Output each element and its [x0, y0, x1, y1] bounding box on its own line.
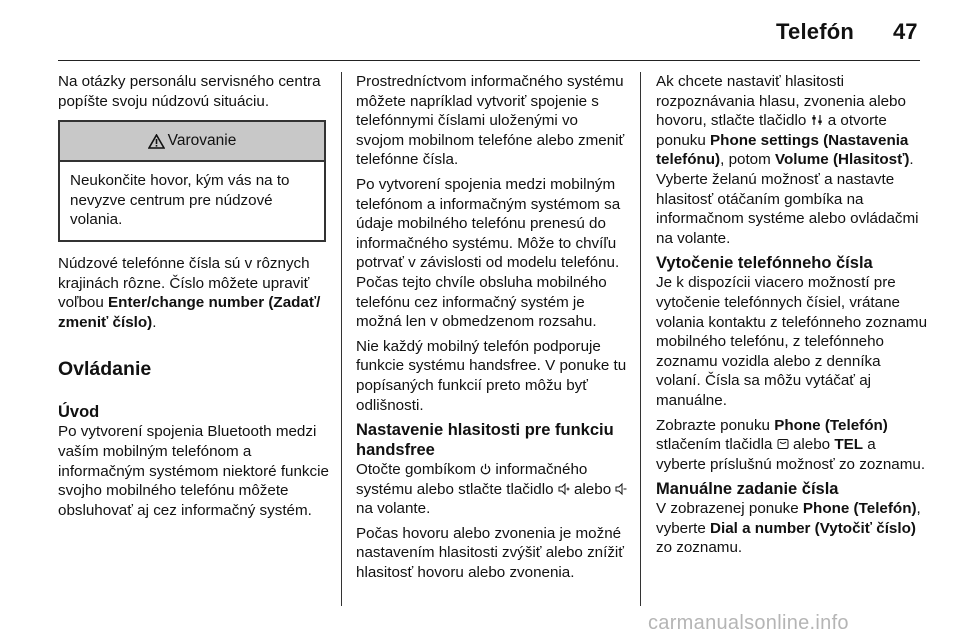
paragraph-text: Zobrazte ponuku: [656, 416, 775, 434]
tel-button-label: TEL: [834, 436, 864, 454]
paragraph-connection: Po vytvorení spojenia medzi mobilným telefónom a informačným systémom sa údaje mobilného telefónu prenesú do informačného systému. Môže to chvíľu potrvať v závislosti od modelu telefónu. Počas tejto chvíle obsluha mobilného telefónu cez informačný systém je možná len v obmedzenom rozsahu.: [356, 175, 621, 331]
volume-down-icon: [615, 483, 627, 495]
paragraph-text: stlačením tlačidla: [656, 436, 777, 454]
paragraph-text: , potom: [720, 151, 775, 169]
header-divider: [58, 60, 920, 61]
warning-box: [58, 120, 326, 242]
menu-option-phone: Phone (Telefón): [774, 416, 888, 434]
volume-up-icon: [558, 483, 570, 495]
warning-body: Neukončite hovor, kým vás na to nevyzve centrum pre núdzové volania.: [70, 172, 290, 229]
subheading-manual-dial: Manuálne zadanie čísla: [656, 480, 839, 499]
config-icon: [811, 114, 824, 126]
warning-triangle-icon: [148, 134, 165, 149]
intro-paragraph: Na otázky personálu servisného centra popíšte svoju núdzovú situáciu.: [58, 73, 321, 110]
paragraph-text: a otvorte ponuku: [656, 112, 887, 149]
uvod-paragraph: Po vytvorení spojenia Bluetooth medzi vaším mobilným telefónom a informačným systémom niektoré funkcie svojho mobilného telefónu môžete obsluhovať aj cez informačný systém.: [58, 423, 329, 519]
menu-option-enter-change-number: Enter/change number (Zadať/ zmeniť číslo): [58, 294, 321, 331]
menu-option-volume: Volume (Hlasitosť): [775, 151, 910, 169]
paragraph-text: , vyberte: [656, 500, 921, 537]
paragraph-information-system: Prostredníctvom informačného systému môžete napríklad vytvoriť spojenie s telefónnymi číslami uloženými vo svojom mobilnom telefóne alebo zmeniť telefónne čísla.: [356, 73, 625, 169]
phone-button-icon: [777, 438, 789, 450]
warning-header: [60, 122, 324, 162]
menu-option-dial-number: Dial a number (Vytočiť číslo): [710, 519, 916, 537]
paragraph-text: V zobrazenej ponuke: [656, 500, 803, 518]
paragraph-dial-options: Je k dispozícii viacero možností pre vytočenie telefónnych čísiel, vrátane volania kontaktu z telefónneho zoznamu mobilného telefónu, z telefónneho zoznamu vozidla alebo z denníka volaní. Čísla sa môžu vytáčať aj manuálne.: [656, 274, 928, 409]
watermark: carmanualsonline.info: [648, 612, 849, 634]
page-title: Telefón: [776, 19, 854, 44]
paragraph-text: informačného systému alebo stlačte tlačidlo: [356, 461, 588, 498]
menu-option-phone: Phone (Telefón): [802, 500, 917, 518]
paragraph-text: . Vyberte želanú možnosť a nastavte hlasitosť otáčaním gombíka na informačnom systéme alebo ovládačmi na volante.: [656, 151, 919, 247]
section-title-ovladanie: Ovládanie: [58, 358, 152, 381]
paragraph-text: Ak chcete nastaviť hlasitosti rozpoznávania hlasu, zvonenia alebo hovoru, stlačte tlačidlo: [656, 73, 906, 130]
subheading-dial: Vytočenie telefónneho čísla: [656, 254, 873, 273]
page-header: [0, 0, 960, 62]
paragraph-text: alebo: [788, 436, 835, 454]
column-divider-2: [640, 72, 641, 606]
paragraph-volume-controls: [356, 460, 628, 519]
menu-option-phone-settings: Phone settings (Nastavenia telefónu): [656, 131, 909, 169]
paragraph-text: zo zoznamu.: [656, 539, 743, 557]
paragraph-volume-settings: [656, 72, 928, 248]
paragraph-text: Otočte gombíkom: [356, 461, 481, 479]
column-1: [58, 72, 330, 525]
column-divider-1: [341, 72, 342, 606]
page-number: 47: [893, 19, 918, 44]
paragraph-text: a vyberte príslušnú možnosť zo zoznamu.: [656, 436, 926, 473]
emergency-numbers-paragraph: [58, 254, 330, 332]
paragraph-text: alebo: [569, 480, 616, 498]
subheading-uvod: Úvod: [58, 403, 100, 422]
paragraph-handsfree-support: Nie každý mobilný telefón podporuje funkcie systému handsfree. V ponuke tu popísaných funkcií preto môžu byť odlišnosti.: [356, 337, 627, 414]
paragraph-text: Núdzové telefónne čísla sú v rôznych krajinách rôzne. Číslo môžete upraviť voľbou: [58, 254, 310, 312]
paragraph-manual-dial: [656, 499, 928, 558]
column-3: [656, 72, 928, 563]
warning-title: Varovanie: [167, 132, 237, 150]
subheading-volume: Nastavenie hlasitosti pre funkciu handsfree: [356, 421, 614, 460]
paragraph-during-call: Počas hovoru alebo zvonenia je možné nastavením hlasitosti zvýšiť alebo znížiť hlasitosť hovoru alebo zvonenia.: [356, 524, 625, 582]
column-2: [356, 72, 628, 588]
paragraph-text: .: [152, 313, 157, 331]
paragraph-text: na volante.: [356, 500, 431, 518]
power-knob-icon: [480, 463, 491, 475]
paragraph-phone-menu: [656, 416, 928, 475]
